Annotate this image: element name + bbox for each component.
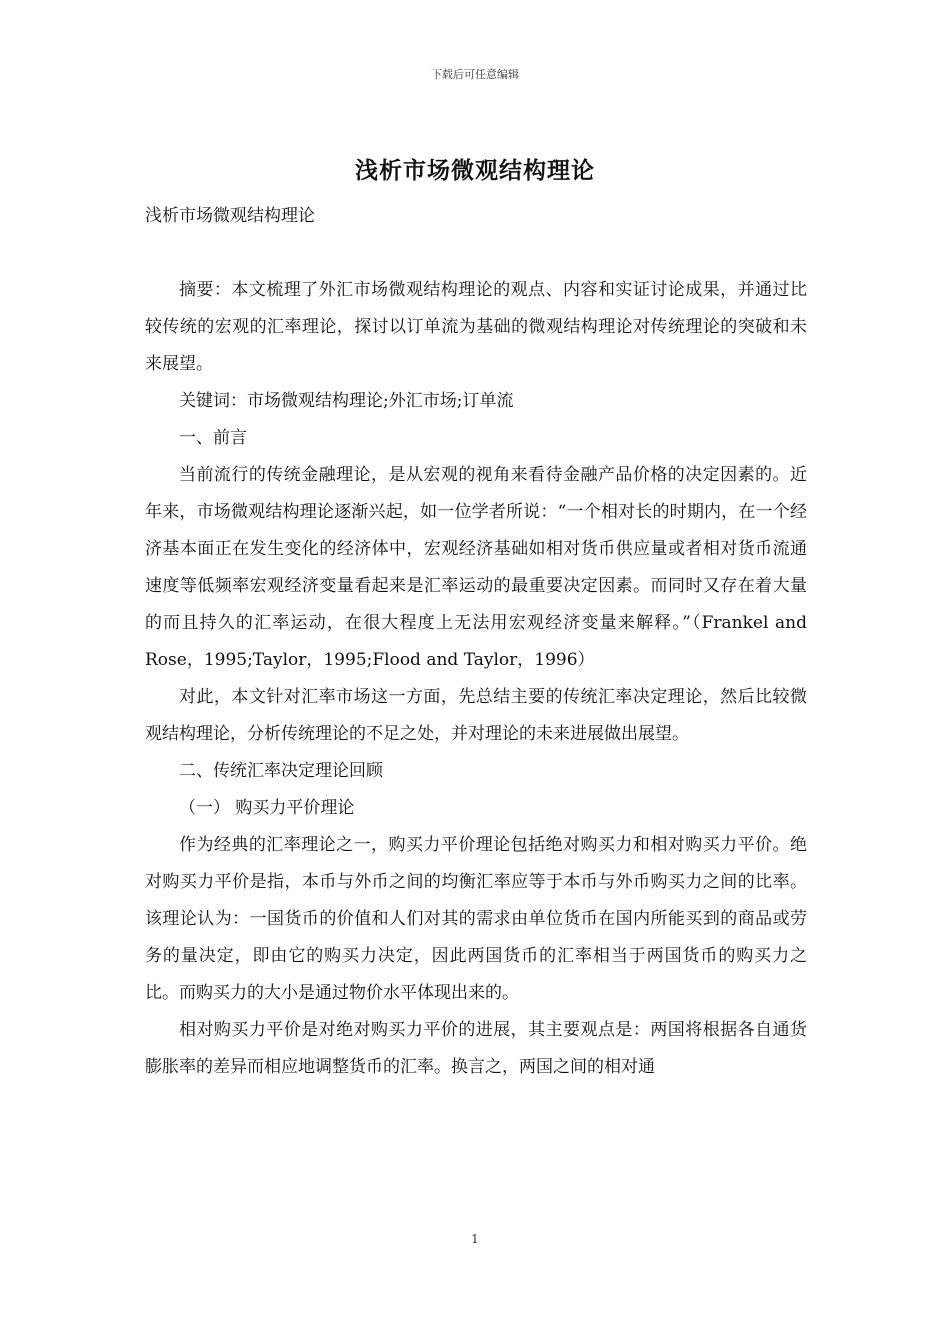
blank-line [145, 235, 807, 272]
keywords-paragraph: 关键词：市场微观结构理论;外汇市场;订单流 [179, 391, 514, 411]
document-title: 浅析市场微观结构理论 [355, 157, 595, 184]
subsection-heading-ppp: （一） 购买力平价理论 [179, 798, 355, 818]
document-subtitle: 浅析市场微观结构理论 [145, 206, 315, 226]
abstract-paragraph: 摘要：本文梳理了外汇市场微观结构理论的观点、内容和实证讨论成果，并通过比较传统的宏观的汇率理论，探讨以订单流为基础的微观结构理论对传统理论的突破和未来展望。 [145, 280, 807, 374]
ppp-paragraph-1: 作为经典的汇率理论之一，购买力平价理论包括绝对购买力和相对购买力平价。绝对购买力平价是指，本币与外币之间的均衡汇率应等于本币与外币购买力之间的比率。该理论认为：一国货币的价值和人们对其的需求由单位货币在国内所能买到的商品或劳务的量决定，即由它的购买力决定，因此两国货币的汇率相当于两国货币的购买力之比。而购买力的大小是通过物价水平体现出来的。 [145, 835, 807, 1003]
intro-paragraph-1: 当前流行的传统金融理论，是从宏观的视角来看待金融产品价格的决定因素的。近年来，市场微观结构理论逐渐兴起，如一位学者所说：“一个相对长的时期内，在一个经济基本面正在发生变化的经济体中，宏观经济基础如相对货币供应量或者相对货币流通速度等低频率宏观经济变量看起来是汇率运动的最重要决定因素。而同时又存在着大量的而且持久的汇率运动，在很大程度上无法用宏观经济变量来解释。”（Frankel and Rose，1995;Taylor，1995;Flood and Taylor，1996） [145, 465, 807, 670]
section-heading-traditional-theory: 二、传统汇率决定理论回顾 [179, 761, 383, 781]
page-number: 1 [471, 1232, 479, 1246]
ppp-paragraph-2: 相对购买力平价是对绝对购买力平价的进展，其主要观点是：两国将根据各自通货膨胀率的差异而相应地调整货币的汇率。换言之，两国之间的相对通 [145, 1020, 807, 1077]
intro-paragraph-2: 对此，本文针对汇率市场这一方面，先总结主要的传统汇率决定理论，然后比较微观结构理论，分析传统理论的不足之处，并对理论的未来进展做出展望。 [145, 687, 807, 744]
section-heading-preface: 一、前言 [179, 428, 247, 448]
document-body [145, 198, 807, 1086]
page-header: 下载后可任意编辑 [431, 68, 519, 81]
